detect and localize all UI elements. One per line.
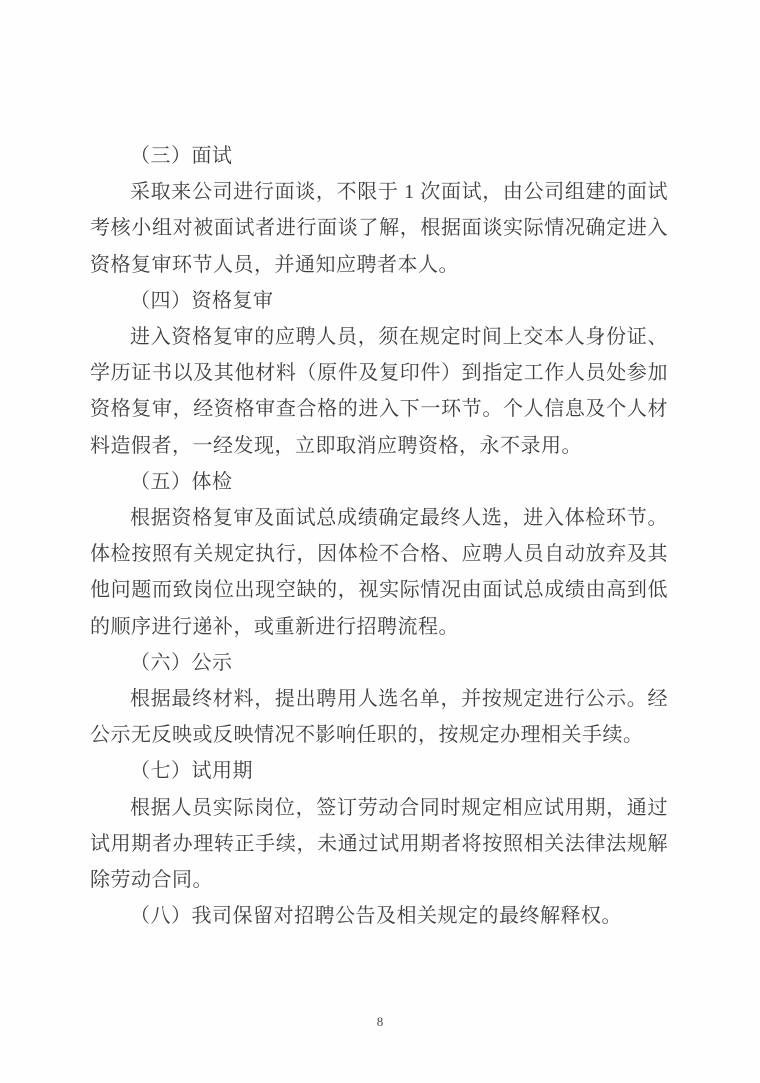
paragraph-physical-exam: 根据资格复审及面试总成绩确定最终人选，进入体检环节。体检按照有关规定执行，因体检不合格、应聘人员自动放弃及其他问题而致岗位出现空缺的，视实际情况由面试总成绩由高到低的顺序进行递补，或重新进行招聘流程。: [90, 507, 668, 638]
heading-interview: （三）面试: [130, 145, 233, 167]
heading-physical-exam: （五）体检: [130, 470, 233, 493]
heading-probation-period: （七）试用期: [130, 760, 253, 783]
paragraph-interview: 采取来公司进行面谈，不限于 1 次面试，由公司组建的面试考核小组对被面试者进行面谈了解，根据面谈实际情况确定进入资格复审环节人员，并通知应聘者本人。: [90, 181, 668, 276]
paragraph-probation-period: 根据人员实际岗位，签订劳动合同时规定相应试用期，通过试用期者办理转正手续，未通过试用期者将按照相关法律法规解除劳动合同。: [90, 796, 668, 892]
heading-public-notice: （六）公示: [130, 651, 233, 674]
paragraph-qualification-review: 进入资格复审的应聘人员，须在规定时间上交本人身份证、学历证书以及其他材料（原件及复印件）到指定工作人员处参加资格复审，经资格审查合格的进入下一环节。个人信息及个人材料造假者，一经发现，立即取消应聘资格，永不录用。: [90, 326, 668, 457]
document-body: [90, 138, 668, 934]
heading-qualification-review: （四）资格复审: [130, 289, 274, 312]
paragraph-final-interpretation: （八）我司保留对招聘公告及相关规定的最终解释权。: [130, 905, 622, 928]
page-number: 8: [376, 1014, 384, 1029]
paragraph-public-notice: 根据最终材料，提出聘用人选名单，并按规定进行公示。经公示无反映或反映情况不影响任职的，按规定办理相关手续。: [90, 688, 668, 747]
